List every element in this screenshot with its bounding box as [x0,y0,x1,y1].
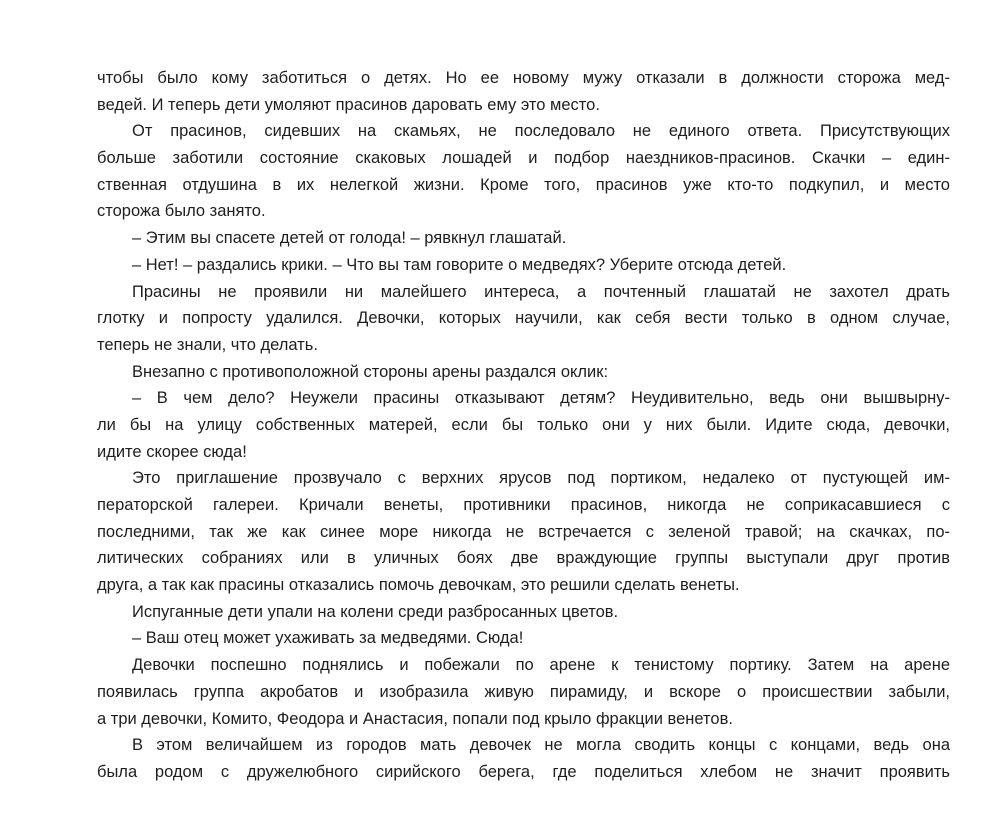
text-line: ператорской галереи. Кричали венеты, противники прасинов, никогда не соприкасавшиеся с [97,496,950,514]
document-page [97,65,950,786]
text-line: глотку и попросту удалился. Девочки, которых научили, как себя вести только в одном случае, [97,309,950,328]
text-line: больше заботили состояние скаковых лошадей и подбор наездников-прасинов. Скачки – един- [97,149,950,168]
text-line: Прасины не проявили ни малейшего интереса, а почтенный глашатай не захотел драть [132,282,950,301]
text-line: Внезапно с противоположной стороны арены раздался оклик: [132,362,609,381]
text-line: а три девочки, Комито, Феодора и Анастасия, попали под крыло фракции венетов. [97,709,733,728]
text-line: ли бы на улицу собственных матерей, если бы только они у них были. Идите сюда, девочки, [97,415,950,434]
text-line: Испуганные дети упали на колени среди разбросанных цветов. [132,602,619,621]
text-line: друга, а так как прасины отказались помочь девочкам, это решили сделать венеты. [97,576,740,595]
text-line: была родом с дружелюбного сирийского берега, где поделиться хлебом не значит проявить [97,762,950,781]
text-line: От прасинов, сидевших на скамьях, не последовало не единого ответа. Присутствующих [132,122,950,141]
text-line: появилась группа акробатов и изобразила живую пирамиду, и вскоре о происшествии забыли, [97,682,950,701]
text-line: Девочки поспешно поднялись и побежали по арене к тенистому портику. Затем на арене [132,656,950,675]
text-line: чтобы было кому заботиться о детях. Но ее новому мужу отказали в должности сторожа мед- [97,69,950,87]
text-line: ведей. И теперь дети умоляют прасинов даровать ему это место. [97,95,600,114]
text-line: В этом величайшем из городов мать девочек не могла сводить концы с концами, ведь она [132,736,950,755]
text-line: литических собраниях или в уличных боях две враждующие группы выступали друг против [97,549,950,568]
text-line: – Нет! – раздались крики. – Что вы там говорите о медведях? Уберите отсюда детей. [132,255,787,274]
text-line: теперь не знали, что делать. [97,335,318,354]
text-line: последними, так же как синее море никогда не встречается с зеленой травой; на скачках, по- [97,522,950,541]
text-line: Это приглашение прозвучало с верхних ярусов под портиком, недалеко от пустующей им- [132,469,950,488]
text-line: – Этим вы спасете детей от голода! – рявкнул глашатай. [132,229,567,248]
text-line: сторожа было занято. [97,202,266,221]
text-line: ственная отдушина в их нелегкой жизни. Кроме того, прасинов уже кто-то подкупил, и место [97,175,950,194]
text-line: – Ваш отец может ухаживать за медведями. Сюда! [132,629,524,648]
text-line: – В чем дело? Неужели прасины отказывают детям? Неудивительно, ведь они вышвырну- [132,389,950,408]
text-line: идите скорее сюда! [97,442,247,461]
